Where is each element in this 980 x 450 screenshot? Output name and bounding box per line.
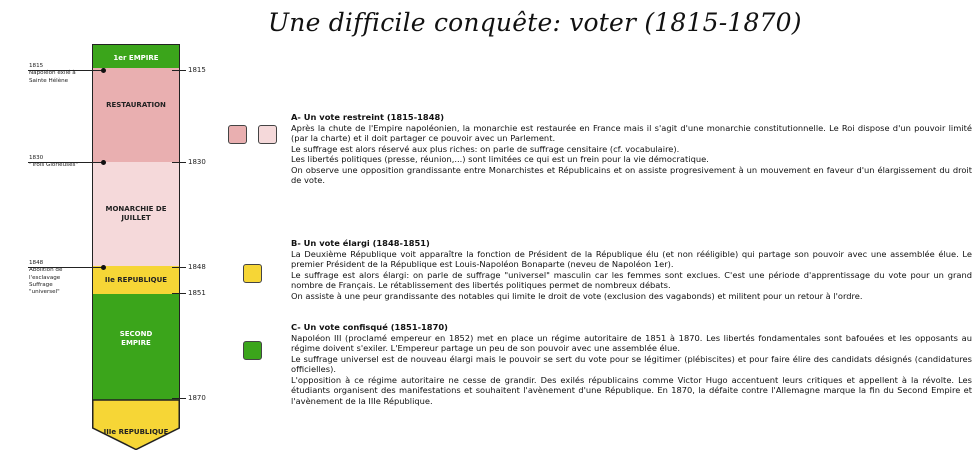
event-year: 1848 xyxy=(29,260,44,266)
section-paragraph: La Deuxième République voit apparaître la fonction de Président de la République élu (et non rééligible) qui partage son pouvoir avec une assemblée élue. Le premier Président de la République est Louis-Napoléon Bonaparte (neveu de Napoléon 1er). xyxy=(291,248,972,269)
section-paragraph: Le suffrage est alors élargi: on parle de suffrage "universel" masculin car les femmes sont exclues. C'est une période d'apprentissage du vote pour un grand nombre de Français. Le rétablissement des libertés politiques permet de nombreux débats. xyxy=(291,269,972,290)
section-heading: C- Un vote confisqué (1851-1870) xyxy=(291,322,448,332)
event-text: l'esclavage xyxy=(29,274,61,281)
section-heading: B- Un vote élargi (1848-1851) xyxy=(291,238,430,248)
period-label: RESTAURATION xyxy=(106,101,166,109)
section-paragraph: On assiste à une peur grandissante des notables qui limite le droit de vote (exclusion des vagabonds) et militent pour un retour à l'ordre. xyxy=(291,290,863,301)
period-label: IIIe REPUBLIQUE xyxy=(103,428,169,436)
event-1830 xyxy=(29,155,78,170)
event-text: "Trois Glorieuses" xyxy=(29,162,79,169)
event-text: "universel" xyxy=(29,289,60,296)
section-paragraph: Le suffrage universel est de nouveau élargi mais le pouvoir se sert du vote pour se légitimer (plébiscites) et pour faire élire des candidats désignés (candidatures officielles). xyxy=(291,353,972,374)
period-label: IIe REPUBLIQUE xyxy=(104,275,168,284)
year-tick xyxy=(172,398,186,399)
year-tick xyxy=(172,162,186,163)
period-premier-empire xyxy=(92,44,180,68)
section-paragraph: Le suffrage est alors réservé aux plus riches: on parle de suffrage censitaire (cf. vocabulaire). xyxy=(291,143,680,154)
event-1848 xyxy=(29,260,62,296)
page-title: Une difficile conquête: voter (1815-1870) xyxy=(268,8,802,37)
legend-square-deuxieme-republique xyxy=(243,264,262,283)
event-text: Sainte Hélène xyxy=(29,77,69,84)
period-second-empire xyxy=(92,294,180,400)
event-text: Abolition de xyxy=(29,267,63,274)
section-heading: A- Un vote restreint (1815-1848) xyxy=(291,112,445,122)
period-label: 1er EMPIRE xyxy=(113,54,159,62)
section-paragraph: On observe une opposition grandissante entre Monarchistes et Républicains et on assiste progresivement à un mouvement en faveur d'un élargissement du droit de vote. xyxy=(291,164,972,185)
section-vote-restreint xyxy=(291,112,972,186)
period-label: MONARCHIE DE xyxy=(105,205,167,214)
year-label: 1870 xyxy=(188,394,206,402)
period-restauration xyxy=(92,68,180,162)
event-year: 1830 xyxy=(29,155,44,161)
legend-square-monarchie-juillet xyxy=(258,125,277,144)
event-dot xyxy=(101,68,106,73)
period-troisieme-republique-arrow xyxy=(92,400,180,450)
event-dot xyxy=(101,265,106,270)
event-text: Napoléon exilé à xyxy=(29,70,76,77)
section-paragraph: Après la chute de l'Empire napoléonien, la monarchie est restaurée en France mais il s'agit d'une monarchie constitutionnelle. Le Roi dispose d'un pouvoir limité (par la charte) et il doit partager ce pouvoir avec un Parlement. xyxy=(291,122,972,143)
event-dot xyxy=(101,160,106,165)
section-vote-elargi xyxy=(291,238,972,301)
year-label: 1848 xyxy=(188,263,206,271)
period-label: JUILLET xyxy=(121,214,151,222)
section-vote-confisque xyxy=(291,322,972,406)
section-paragraph: L'opposition à ce régime autoritaire ne cesse de grandir. Des exilés républicains comme Victor Hugo accentuent leurs critiques et appellent à la révolte. Les étudiants organisent des manifestations et souhaitent l'avènement d'une République. En 1870, la défaite contre l'Allemagne marque la fin du Second Empire et l'avènement de la IIIe République. xyxy=(291,374,972,406)
year-tick xyxy=(172,70,186,71)
period-label: EMPIRE xyxy=(121,338,151,347)
event-text: Suffrage xyxy=(29,281,53,288)
legend-square-restauration xyxy=(228,125,247,144)
period-label: SECOND xyxy=(119,330,153,338)
year-tick xyxy=(172,293,186,294)
timeline xyxy=(92,44,180,450)
period-monarchie-juillet xyxy=(92,162,180,266)
section-paragraph: Napoléon III (proclamé empereur en 1852) met en place un régime autoritaire de 1851 à 1870. Les libertés fondamentales sont bafouées et les opposants au régime doivent s'exiler. L'Empereur partage un peu de son pouvoir avec une assemblée élue. xyxy=(291,332,972,353)
period-deuxieme-republique xyxy=(92,266,180,294)
year-label: 1851 xyxy=(188,289,206,297)
legend-square-second-empire xyxy=(243,341,262,360)
year-label: 1830 xyxy=(188,158,206,166)
year-label: 1815 xyxy=(188,66,206,74)
section-paragraph: Les libertés politiques (presse, réunion,...) sont limitées ce qui est un frein pour la vie démocratique. xyxy=(291,154,709,164)
event-1815 xyxy=(29,63,76,85)
year-tick xyxy=(172,267,186,268)
event-year: 1815 xyxy=(29,63,44,69)
